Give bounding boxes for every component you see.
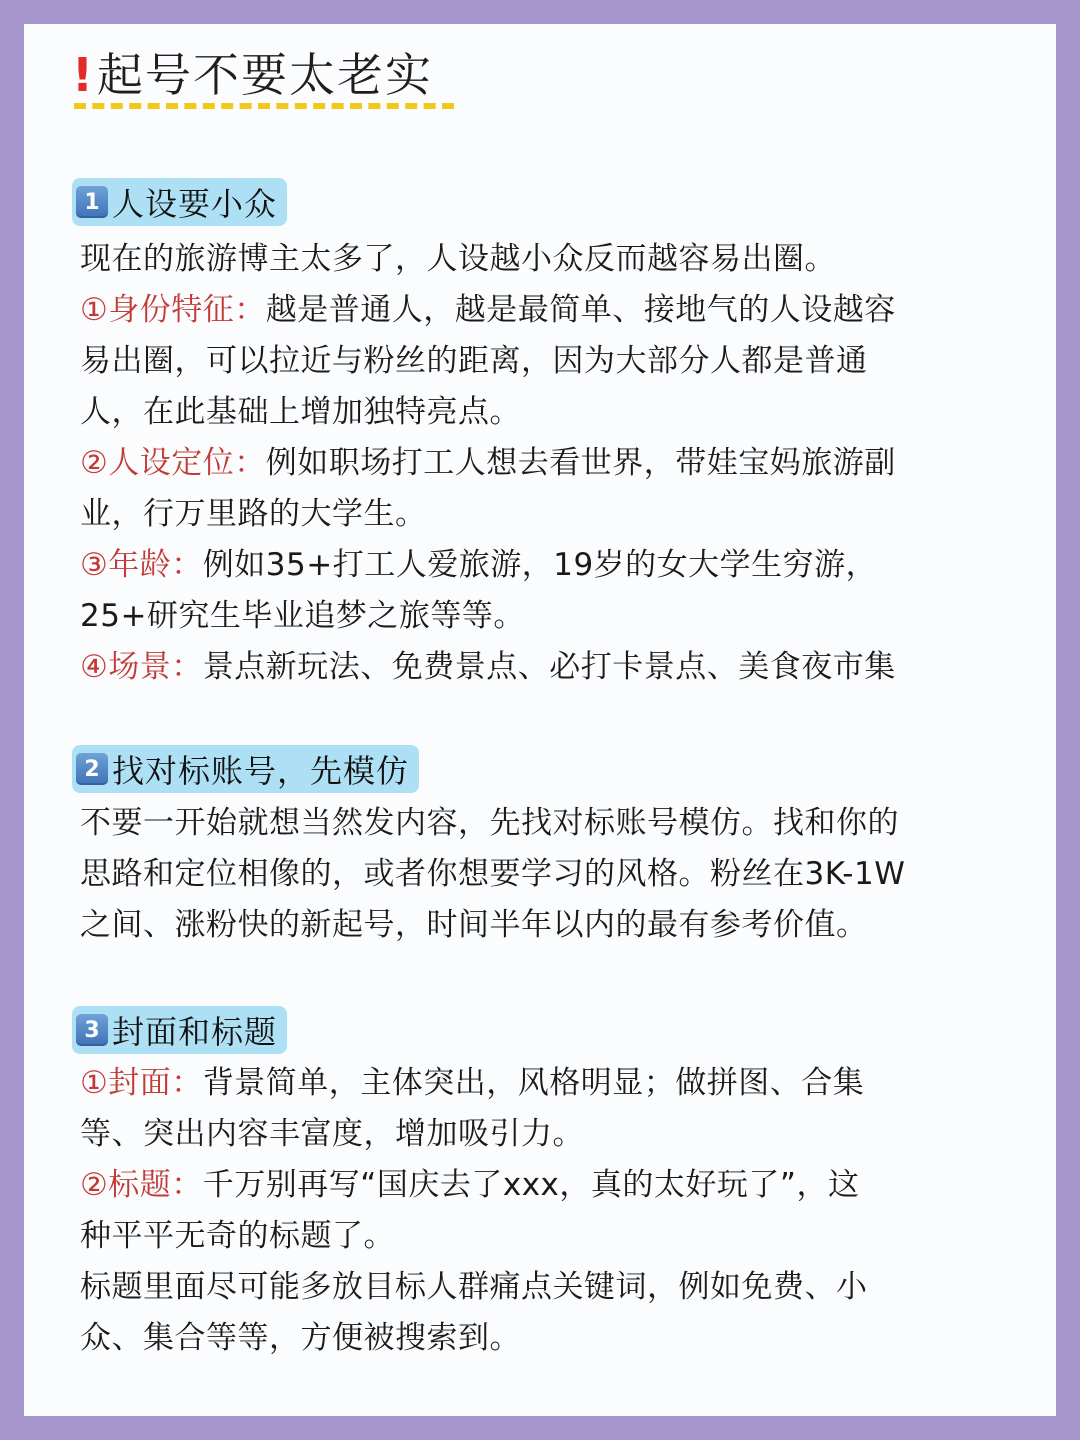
exclamation-icon: ! bbox=[72, 48, 93, 102]
section-3-body bbox=[80, 1058, 980, 1364]
keycap-number-3-icon: 3 bbox=[76, 1014, 108, 1046]
item-text: 等、突出内容丰富度，增加吸引力。 bbox=[80, 1116, 584, 1152]
section-1-body bbox=[80, 234, 980, 693]
keycap-number-2-icon: 2 bbox=[76, 753, 108, 785]
item-text: 例如35+打工人爱旅游，19岁的女大学生穷游， bbox=[202, 547, 878, 583]
item-label: ①封面： bbox=[80, 1065, 203, 1101]
item-label: ②标题： bbox=[80, 1167, 203, 1203]
item-text: 25+研究生毕业追梦之旅等等。 bbox=[80, 598, 525, 634]
item-text: 易出圈，可以拉近与粉丝的距离，因为大部分人都是普通 bbox=[80, 343, 868, 379]
section-3-heading bbox=[72, 1006, 287, 1054]
section-1-heading bbox=[72, 178, 287, 226]
item-text: 千万别再写“国庆去了xxx，真的太好玩了”，这 bbox=[202, 1167, 860, 1203]
item-text: 越是普通人，越是最简单、接地气的人设越容 bbox=[265, 292, 896, 328]
item-label: ④场景： bbox=[80, 649, 203, 685]
section-2-title: 找对标账号，先模仿 bbox=[112, 752, 410, 790]
paragraph-line: 标题里面尽可能多放目标人群痛点关键词，例如免费、小 bbox=[80, 1269, 868, 1305]
item-text: 背景简单，主体突出，风格明显；做拼图、合集 bbox=[202, 1065, 865, 1101]
paragraph-line: 之间、涨粉快的新起号，时间半年以内的最有参考价值。 bbox=[80, 907, 868, 943]
title-text: 起号不要太老实 bbox=[96, 48, 433, 102]
page-title bbox=[72, 48, 433, 102]
item-text: 业，行万里路的大学生。 bbox=[80, 496, 427, 532]
section-2-heading bbox=[72, 745, 419, 793]
keycap-number-1-icon: 1 bbox=[76, 186, 108, 218]
section-3-title: 封面和标题 bbox=[112, 1013, 278, 1051]
item-text: 人，在此基础上增加独特亮点。 bbox=[80, 394, 521, 430]
section-2-body bbox=[80, 798, 980, 951]
title-underline bbox=[74, 103, 454, 109]
item-text: 例如职场打工人想去看世界，带娃宝妈旅游副 bbox=[265, 445, 896, 481]
section-1-title: 人设要小众 bbox=[112, 185, 278, 223]
item-text: 种平平无奇的标题了。 bbox=[80, 1218, 395, 1254]
item-label: ②人设定位： bbox=[80, 445, 266, 481]
section-1-intro: 现在的旅游博主太多了，人设越小众反而越容易出圈。 bbox=[80, 241, 836, 277]
item-label: ①身份特征： bbox=[80, 292, 266, 328]
paragraph-line: 众、集合等等，方便被搜索到。 bbox=[80, 1320, 521, 1356]
item-label: ③年龄： bbox=[80, 547, 203, 583]
item-text: 景点新玩法、免费景点、必打卡景点、美食夜市集 bbox=[202, 649, 896, 685]
paragraph-line: 思路和定位相像的，或者你想要学习的风格。粉丝在3K-1W bbox=[80, 856, 906, 892]
paragraph-line: 不要一开始就想当然发内容，先找对标账号模仿。找和你的 bbox=[80, 805, 899, 841]
